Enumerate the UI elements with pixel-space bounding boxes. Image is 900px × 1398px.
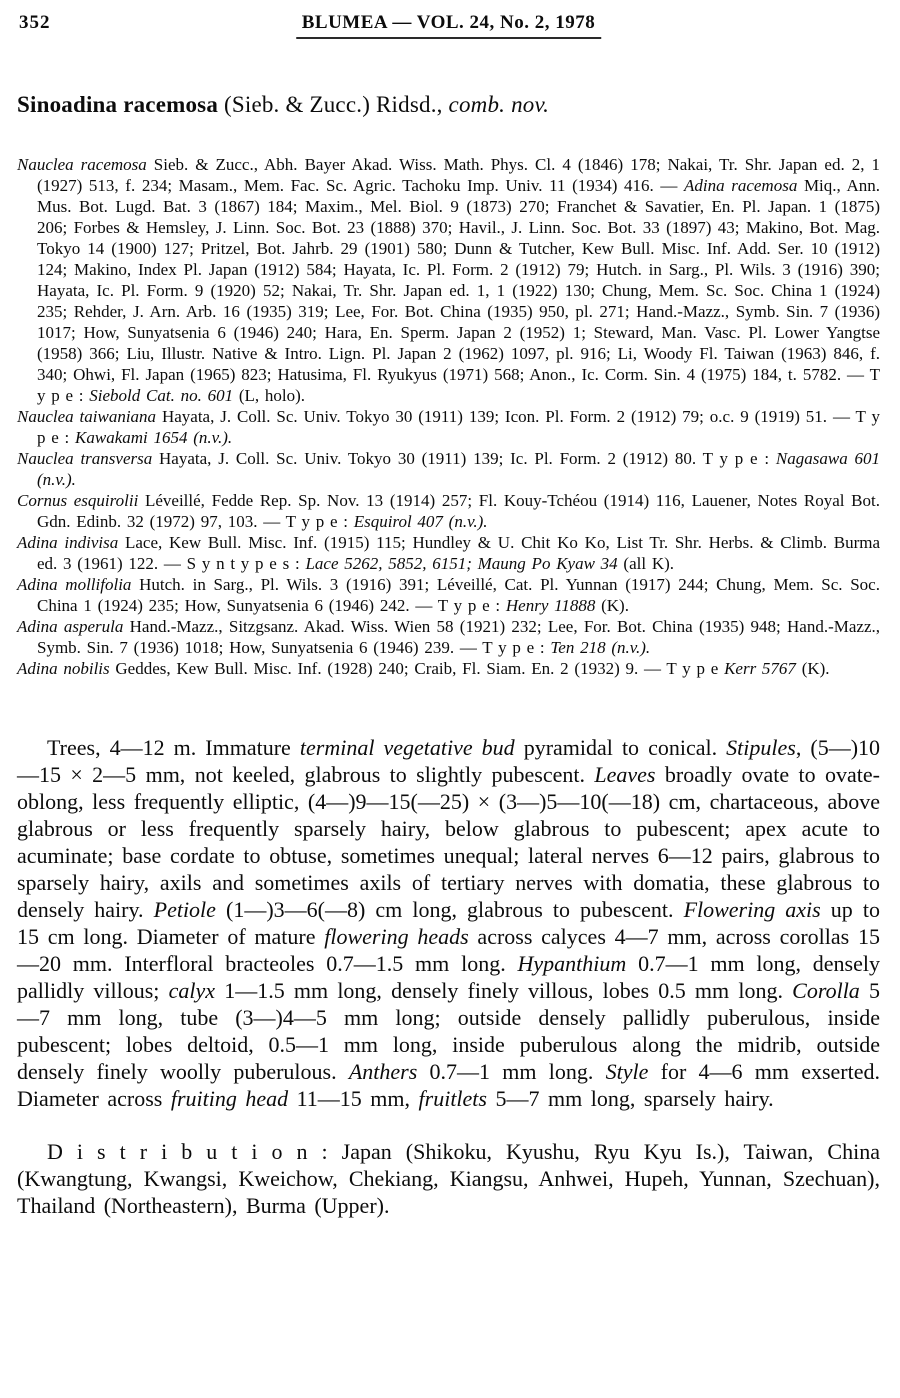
synonym-paragraph-nauclea-taiwaniana: Nauclea taiwaniana Hayata, J. Coll. Sc. Univ. Tokyo 30 (1911) 139; Icon. Pl. Form. 2 (1912) 79; o.c. 9 (1919) 51. — T y p e : Kawakami 1654 (n.v.). [17,407,880,447]
synonym-paragraph-adina-indivisa: Adina indivisa Lace, Kew Bull. Misc. Inf. (1915) 115; Hundley & U. Chit Ko Ko, List Tr. Shr. Herbs. & Climb. Burma ed. 3 (1961) 122. — S y n t y p e s : Lace 5262, 5852, 6151; Maung Po Kyaw 34 (all K). [17,533,880,573]
synonym-paragraph-adina-nobilis: Adina nobilis Geddes, Kew Bull. Misc. Inf. (1928) 240; Craib, Fl. Siam. En. 2 (1932) 9. — T y p e Kerr 5767 (K). [17,659,830,678]
synonym-paragraph-nauclea-racemosa: Nauclea racemosa Sieb. & Zucc., Abh. Bayer Akad. Wiss. Math. Phys. Cl. 4 (1846) 178; Nakai, Tr. Shr. Japan ed. 2, 1 (1927) 513, f. 234; Masam., Mem. Fac. Sc. Agric. Tachoku Imp. Univ. 11 (1934) 416. — Adina racemosa Miq., Ann. Mus. Bot. Lugd. Bat. 3 (1867) 184; Maxim., Mel. Biol. 9 (1873) 270; Franchet & Savatier, En. Pl. Japan. 1 (1875) 206; Forbes & Hemsley, J. Linn. Soc. Bot. 23 (1888) 370; Havil., J. Linn. Soc. Bot. 33 (1897) 43; Makino, Bot. Mag. Tokyo 14 (1900) 127; Pritzel, Bot. Jahrb. 29 (1901) 580; Dunn & Tutcher, Kew Bull. Misc. Inf. Add. Ser. 10 (1912) 124; Makino, Index Pl. Japan (1912) 584; Hayata, Ic. Pl. Form. 2 (1912) 79; Hutch. in Sarg., Pl. Wils. 3 (1916) 390; Hayata, Ic. Pl. Form. 9 (1920) 52; Nakai, Tr. Shr. Japan ed. 1, 1 (1922) 130; Chung, Mem. Sc. Soc. China 1 (1924) 235; Rehder, J. Arn. Arb. 16 (1935) 319; Lee, For. Bot. China (1935) 950, pl. 271; Hand.-Mazz., Symb. Sin. 7 (1936) 1017; How, Sunyatsenia 6 (1946) 240; Hara, En. Sperm. Japan 2 (1952) 1; Steward, Man. Vasc. Pl. Lower Yangtse (1958) 366; Liu, Illustr. Native & Intro. Lign. Pl. Japan 2 (1962) 1097, pl. 916; Li, Woody Fl. Taiwan (1963) 846, f. 340; Ohwi, Fl. Japan (1965) 823; Hatusima, Fl. Ryukyus (1971) 568; Anon., Ic. Corm. Sin. 4 (1975) 184, t. 5782. — T y p e : Siebold Cat. no. 601 (L, holo). [17,155,880,405]
synonym-paragraph-nauclea-transversa: Nauclea transversa Hayata, J. Coll. Sc. Univ. Tokyo 30 (1911) 139; Ic. Pl. Form. 2 (1912) 80. T y p e : Nagasawa 601 (n.v.). [17,449,881,489]
synonymy-section [17,154,880,679]
page-number: 352 [19,12,51,33]
synonym-paragraph-cornus-esquirolii: Cornus esquirolii Léveillé, Fedde Rep. Sp. Nov. 13 (1914) 257; Fl. Kouy-Tchéou (1914) 116, Lauener, Notes Royal Bot. Gdn. Edinb. 32 (1972) 97, 103. — T y p e : Esquirol 407 (n.v.). [17,491,880,531]
journal-title: BLUMEA — VOL. 24, No. 2, 1978 [296,12,602,39]
species-description-paragraph: Trees, 4—12 m. Immature terminal vegetative bud pyramidal to conical. Stipules, (5—)10—15 × 2—5 mm, not keeled, glabrous to slightly pubescent. Leaves broadly ovate to ovate-oblong, less frequently elliptic, (4—)9—15(—25) × (3—)5—10(—18) cm, chartaceous, above glabrous or less frequently sparsely hairy, below glabrous to pubescent; apex acute to acuminate; base cordate to obtuse, sometimes unequal; lateral nerves 6—12 pairs, glabrous to sparsely hairy, axils and sometimes axils of tertiary nerves with domatia, these glabrous to densely hairy. Petiole (1—)3—6(—8) cm long, glabrous to pubescent. Flowering axis up to 15 cm long. Diameter of mature flowering heads across calyces 4—7 mm, across corollas 15—20 mm. Interfloral bracteoles 0.7—1.5 mm long. Hypanthium 0.7—1 mm long, densely pallidly villous; calyx 1—1.5 mm long, densely finely villous, lobes 0.5 mm long. Corolla 5—7 mm long, tube (3—)4—5 mm long; outside densely pallidly puberulous, inside pubescent; lobes deltoid, 0.5—1 mm long, inside puberulous along the midrib, outside densely finely woolly puberulous. Anthers 0.7—1 mm long. Style for 4—6 mm exserted. Diameter across fruiting head 11—15 mm, fruitlets 5—7 mm long, sparsely hairy. [17,735,881,1111]
distribution-paragraph: D i s t r i b u t i o n : Japan (Shikoku, Kyushu, Ryu Kyu Is.), Taiwan, China (Kwangtung, Kwangsi, Kweichow, Chekiang, Kiangsu, Anhwei, Hupeh, Yunnan, Szechuan), Thailand (Northeastern), Burma (Upper). [17,1139,880,1218]
synonym-paragraph-adina-mollifolia: Adina mollifolia Hutch. in Sarg., Pl. Wils. 3 (1916) 391; Léveillé, Cat. Pl. Yunnan (1917) 244; Chung, Mem. Sc. Soc. China 1 (1924) 235; How, Sunyatsenia 6 (1946) 242. — T y p e : Henry 11888 (K). [17,575,880,615]
species-heading: Sinoadina racemosa (Sieb. & Zucc.) Ridsd., comb. nov. [17,92,550,117]
running-head [17,10,880,44]
synonym-paragraph-adina-asperula: Adina asperula Hand.-Mazz., Sitzgsanz. Akad. Wiss. Wien 58 (1921) 232; Lee, For. Bot. China (1935) 948; Hand.-Mazz., Symb. Sin. 7 (1936) 1018; How, Sunyatsenia 6 (1946) 239. — T y p e : Ten 218 (n.v.). [17,617,881,657]
